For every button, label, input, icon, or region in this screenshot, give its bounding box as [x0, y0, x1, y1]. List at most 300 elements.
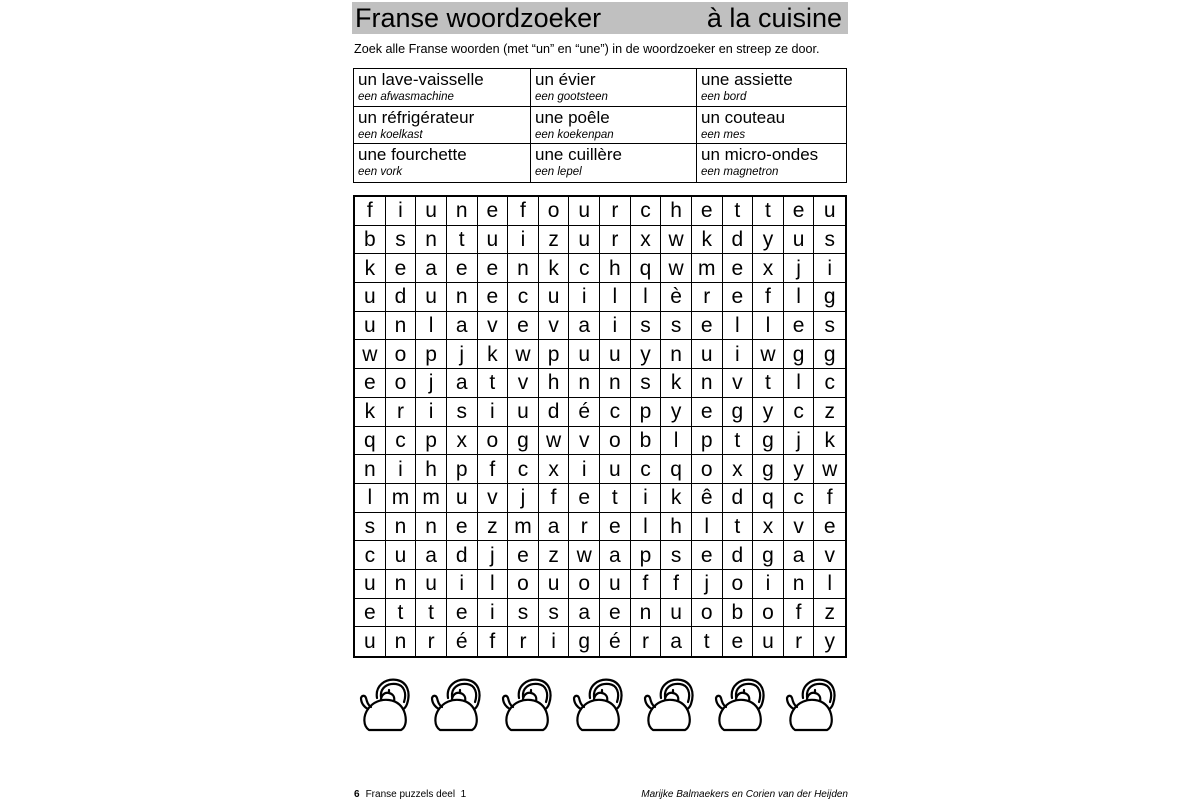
grid-cell[interactable]: i	[631, 484, 662, 513]
grid-cell[interactable]: g	[753, 541, 784, 570]
grid-cell[interactable]: v	[723, 369, 754, 398]
grid-cell[interactable]: s	[447, 398, 478, 427]
french-word: un réfrigérateur	[358, 107, 475, 127]
grid-cell[interactable]: u	[355, 627, 386, 656]
grid-cell[interactable]: n	[692, 369, 723, 398]
grid-cell[interactable]: t	[753, 197, 784, 226]
vocab-cell	[697, 144, 846, 182]
grid-cell[interactable]: h	[539, 369, 570, 398]
kettle-icon	[714, 676, 770, 734]
grid-cell[interactable]: i	[723, 340, 754, 369]
grid-cell[interactable]: l	[753, 312, 784, 341]
grid-cell[interactable]: n	[386, 627, 417, 656]
grid-cell[interactable]: f	[814, 484, 845, 513]
grid-cell[interactable]: a	[661, 627, 692, 656]
grid-cell[interactable]: t	[723, 427, 754, 456]
grid-cell[interactable]: u	[692, 340, 723, 369]
grid-cell[interactable]: q	[355, 427, 386, 456]
grid-cell[interactable]: g	[753, 455, 784, 484]
vocab-cell	[354, 144, 531, 182]
vocab-cell	[531, 144, 697, 182]
grid-cell[interactable]: p	[631, 398, 662, 427]
grid-cell[interactable]: t	[692, 627, 723, 656]
grid-cell[interactable]: u	[784, 226, 815, 255]
grid-cell[interactable]: g	[508, 427, 539, 456]
grid-cell[interactable]: u	[753, 627, 784, 656]
grid-cell[interactable]: e	[784, 312, 815, 341]
kettle-decoration-row	[353, 676, 847, 736]
grid-cell[interactable]: w	[753, 340, 784, 369]
vocabulary-table	[353, 68, 847, 183]
grid-cell[interactable]: u	[386, 541, 417, 570]
grid-cell[interactable]: x	[631, 226, 662, 255]
french-word: un évier	[535, 70, 596, 89]
kettle-icon	[359, 676, 415, 734]
grid-cell[interactable]: u	[569, 340, 600, 369]
french-word: un lave-vaisselle	[358, 70, 484, 89]
french-word: un micro-ondes	[701, 145, 819, 165]
vocab-cell	[531, 69, 697, 107]
grid-cell[interactable]: i	[814, 254, 845, 283]
grid-cell[interactable]: u	[539, 283, 570, 312]
grid-cell[interactable]: e	[723, 627, 754, 656]
grid-cell[interactable]: j	[447, 340, 478, 369]
grid-cell[interactable]: l	[631, 513, 662, 542]
grid-cell[interactable]: k	[814, 427, 845, 456]
grid-cell[interactable]: e	[386, 254, 417, 283]
grid-cell[interactable]: i	[569, 283, 600, 312]
grid-cell[interactable]: l	[723, 312, 754, 341]
grid-cell[interactable]: k	[661, 369, 692, 398]
grid-cell[interactable]: e	[692, 541, 723, 570]
grid-cell[interactable]: a	[539, 513, 570, 542]
grid-cell[interactable]: o	[569, 570, 600, 599]
grid-cell[interactable]: i	[447, 570, 478, 599]
grid-cell[interactable]: x	[753, 254, 784, 283]
grid-cell[interactable]: h	[661, 197, 692, 226]
grid-cell[interactable]: y	[631, 340, 662, 369]
grid-cell[interactable]: s	[386, 226, 417, 255]
grid-cell[interactable]: x	[753, 513, 784, 542]
grid-cell[interactable]: n	[784, 570, 815, 599]
grid-cell[interactable]: é	[447, 627, 478, 656]
grid-cell[interactable]: m	[386, 484, 417, 513]
grid-cell[interactable]: v	[784, 513, 815, 542]
grid-cell[interactable]: n	[416, 513, 447, 542]
grid-cell[interactable]: d	[447, 541, 478, 570]
grid-cell[interactable]: g	[814, 283, 845, 312]
grid-cell[interactable]: s	[661, 312, 692, 341]
grid-cell[interactable]: l	[355, 484, 386, 513]
grid-cell[interactable]: e	[692, 312, 723, 341]
grid-cell[interactable]: u	[814, 197, 845, 226]
grid-cell[interactable]: x	[447, 427, 478, 456]
grid-cell[interactable]: n	[508, 254, 539, 283]
grid-cell[interactable]: b	[723, 599, 754, 628]
title-left: Franse woordzoeker	[355, 3, 602, 33]
grid-cell[interactable]: i	[478, 599, 509, 628]
grid-cell[interactable]: c	[386, 427, 417, 456]
grid-cell[interactable]: o	[539, 197, 570, 226]
vocab-cell	[531, 107, 697, 145]
grid-cell[interactable]: w	[814, 455, 845, 484]
french-word: un couteau	[701, 107, 786, 127]
grid-cell[interactable]: n	[569, 369, 600, 398]
vocab-cell	[697, 107, 846, 145]
grid-cell[interactable]: i	[386, 455, 417, 484]
grid-cell[interactable]: e	[692, 197, 723, 226]
grid-cell[interactable]: e	[447, 513, 478, 542]
vocab-cell	[354, 107, 531, 145]
grid-cell[interactable]: ê	[692, 484, 723, 513]
grid-cell[interactable]: c	[508, 455, 539, 484]
dutch-translation: een mes	[701, 128, 746, 141]
grid-cell[interactable]: n	[386, 570, 417, 599]
grid-cell[interactable]: s	[539, 599, 570, 628]
grid-cell[interactable]: j	[478, 541, 509, 570]
vocab-cell	[697, 69, 846, 107]
grid-cell[interactable]: t	[447, 226, 478, 255]
grid-cell[interactable]: l	[784, 283, 815, 312]
grid-cell[interactable]: m	[692, 254, 723, 283]
grid-cell[interactable]: z	[478, 513, 509, 542]
grid-cell[interactable]: n	[447, 283, 478, 312]
kettle-icon	[785, 676, 841, 734]
page-number: 6	[354, 789, 360, 800]
grid-cell[interactable]: f	[508, 197, 539, 226]
grid-cell[interactable]: d	[723, 541, 754, 570]
grid-cell[interactable]: t	[723, 513, 754, 542]
grid-cell[interactable]: w	[569, 541, 600, 570]
grid-cell[interactable]: s	[355, 513, 386, 542]
grid-cell[interactable]: n	[355, 455, 386, 484]
grid-cell[interactable]: e	[478, 283, 509, 312]
grid-cell[interactable]: l	[600, 283, 631, 312]
grid-cell[interactable]: u	[600, 340, 631, 369]
title-right: à la cuisine	[706, 3, 842, 33]
grid-cell[interactable]: o	[600, 427, 631, 456]
grid-cell[interactable]: t	[753, 369, 784, 398]
grid-cell[interactable]: k	[478, 340, 509, 369]
grid-cell[interactable]: u	[416, 283, 447, 312]
dutch-translation: een vork	[358, 166, 403, 179]
grid-cell[interactable]: o	[386, 340, 417, 369]
grid-cell[interactable]: i	[508, 226, 539, 255]
grid-cell[interactable]: f	[753, 283, 784, 312]
grid-cell[interactable]: z	[539, 226, 570, 255]
grid-cell[interactable]: l	[814, 570, 845, 599]
grid-cell[interactable]: z	[814, 599, 845, 628]
grid-cell[interactable]: j	[784, 254, 815, 283]
grid-cell[interactable]: w	[539, 427, 570, 456]
grid-cell[interactable]: h	[416, 455, 447, 484]
grid-cell[interactable]: g	[723, 398, 754, 427]
grid-cell[interactable]: i	[416, 398, 447, 427]
grid-cell[interactable]: r	[600, 197, 631, 226]
grid-cell[interactable]: r	[569, 513, 600, 542]
grid-cell[interactable]: c	[569, 254, 600, 283]
grid-cell[interactable]: j	[692, 570, 723, 599]
grid-cell[interactable]: v	[814, 541, 845, 570]
grid-cell[interactable]: u	[661, 599, 692, 628]
grid-cell[interactable]: g	[784, 340, 815, 369]
grid-cell[interactable]: e	[814, 513, 845, 542]
grid-cell[interactable]: l	[416, 312, 447, 341]
grid-cell[interactable]: o	[692, 455, 723, 484]
grid-cell[interactable]: f	[784, 599, 815, 628]
grid-cell[interactable]: l	[661, 427, 692, 456]
grid-cell[interactable]: e	[355, 369, 386, 398]
grid-cell[interactable]: h	[600, 254, 631, 283]
grid-cell[interactable]: u	[416, 570, 447, 599]
book-title: Franse puzzels deel 1	[365, 789, 467, 800]
grid-cell[interactable]: s	[631, 369, 662, 398]
grid-cell[interactable]: z	[814, 398, 845, 427]
grid-cell[interactable]: s	[631, 312, 662, 341]
grid-cell[interactable]: c	[355, 541, 386, 570]
grid-cell[interactable]: k	[692, 226, 723, 255]
grid-cell[interactable]: p	[416, 340, 447, 369]
grid-cell[interactable]: p	[692, 427, 723, 456]
grid-cell[interactable]: r	[416, 627, 447, 656]
grid-cell[interactable]: e	[447, 599, 478, 628]
grid-cell[interactable]: f	[478, 455, 509, 484]
footer-authors: Marijke Balmaekers en Corien van der Heijden	[641, 789, 848, 800]
kettle-icon	[430, 676, 486, 734]
grid-cell[interactable]: a	[447, 312, 478, 341]
kettle-icon	[501, 676, 557, 734]
grid-cell[interactable]: e	[723, 254, 754, 283]
grid-cell[interactable]: s	[814, 312, 845, 341]
grid-cell[interactable]: c	[600, 398, 631, 427]
grid-cell[interactable]: c	[631, 197, 662, 226]
grid-cell[interactable]: i	[386, 197, 417, 226]
grid-cell[interactable]: w	[508, 340, 539, 369]
grid-cell[interactable]: r	[692, 283, 723, 312]
grid-cell[interactable]: u	[569, 197, 600, 226]
grid-cell[interactable]: e	[692, 398, 723, 427]
grid-cell[interactable]: p	[631, 541, 662, 570]
grid-cell[interactable]: n	[416, 226, 447, 255]
grid-cell[interactable]: l	[631, 283, 662, 312]
grid-cell[interactable]: l	[478, 570, 509, 599]
grid-cell[interactable]: g	[569, 627, 600, 656]
grid-cell[interactable]: q	[753, 484, 784, 513]
vocab-cell	[354, 69, 531, 107]
grid-cell[interactable]: o	[478, 427, 509, 456]
grid-cell[interactable]: u	[355, 570, 386, 599]
grid-cell[interactable]: é	[569, 398, 600, 427]
grid-cell[interactable]: é	[600, 627, 631, 656]
grid-cell[interactable]: u	[600, 570, 631, 599]
grid-cell[interactable]: o	[508, 570, 539, 599]
grid-cell[interactable]: s	[814, 226, 845, 255]
grid-cell[interactable]: a	[784, 541, 815, 570]
grid-cell[interactable]: v	[478, 312, 509, 341]
grid-cell[interactable]: è	[661, 283, 692, 312]
grid-cell[interactable]: k	[355, 254, 386, 283]
grid-cell[interactable]: c	[784, 484, 815, 513]
grid-cell[interactable]: c	[631, 455, 662, 484]
grid-cell[interactable]: n	[600, 369, 631, 398]
grid-cell[interactable]: j	[416, 369, 447, 398]
grid-cell[interactable]: i	[600, 312, 631, 341]
grid-cell[interactable]: e	[508, 312, 539, 341]
grid-cell[interactable]: d	[386, 283, 417, 312]
grid-cell[interactable]: t	[600, 484, 631, 513]
grid-cell[interactable]: r	[784, 627, 815, 656]
grid-cell[interactable]: t	[386, 599, 417, 628]
grid-cell[interactable]: u	[478, 226, 509, 255]
grid-cell[interactable]: r	[631, 627, 662, 656]
grid-cell[interactable]: i	[539, 627, 570, 656]
grid-cell[interactable]: l	[784, 369, 815, 398]
grid-cell[interactable]: h	[661, 513, 692, 542]
grid-cell[interactable]: f	[661, 570, 692, 599]
dutch-translation: een magnetron	[701, 166, 779, 179]
grid-cell[interactable]: o	[753, 599, 784, 628]
grid-cell[interactable]: y	[661, 398, 692, 427]
french-word: une assiette	[701, 70, 793, 89]
grid-cell[interactable]: k	[539, 254, 570, 283]
grid-cell[interactable]: l	[692, 513, 723, 542]
grid-cell[interactable]: g	[753, 427, 784, 456]
grid-cell[interactable]: v	[539, 312, 570, 341]
grid-cell[interactable]: e	[784, 197, 815, 226]
word-search-grid	[353, 195, 847, 658]
dutch-translation: een koelkast	[358, 128, 423, 141]
grid-cell[interactable]: j	[508, 484, 539, 513]
kettle-icon	[643, 676, 699, 734]
grid-cell[interactable]: y	[824, 630, 835, 654]
grid-cell[interactable]: n	[447, 197, 478, 226]
grid-cell[interactable]: t	[416, 599, 447, 628]
grid-cell[interactable]: u	[447, 484, 478, 513]
grid-cell[interactable]: o	[692, 599, 723, 628]
french-word: une poêle	[535, 107, 610, 127]
dutch-translation: een afwasmachine	[358, 91, 454, 103]
grid-cell[interactable]: d	[539, 398, 570, 427]
grid-cell[interactable]: e	[508, 541, 539, 570]
grid-cell[interactable]: w	[661, 254, 692, 283]
french-word: une fourchette	[358, 145, 467, 165]
dutch-translation: een gootsteen	[535, 91, 608, 103]
grid-cell[interactable]: m	[416, 484, 447, 513]
grid-cell[interactable]: x	[723, 455, 754, 484]
dutch-translation: een koekenpan	[535, 128, 614, 141]
grid-cell[interactable]: d	[723, 226, 754, 255]
grid-cell[interactable]: b	[355, 226, 386, 255]
grid-cell[interactable]: a	[447, 369, 478, 398]
grid-cell[interactable]: e	[569, 484, 600, 513]
grid-cell[interactable]: e	[478, 197, 509, 226]
grid-cell[interactable]: d	[723, 484, 754, 513]
grid-cell[interactable]: s	[661, 541, 692, 570]
grid-cell[interactable]: a	[569, 599, 600, 628]
grid-cell[interactable]: f	[478, 627, 509, 656]
grid-cell[interactable]: x	[539, 455, 570, 484]
grid-cell[interactable]: o	[386, 369, 417, 398]
grid-cell[interactable]: n	[386, 312, 417, 341]
grid-cell[interactable]: u	[508, 398, 539, 427]
grid-cell[interactable]: q	[661, 455, 692, 484]
grid-cell[interactable]: u	[416, 197, 447, 226]
grid-cell[interactable]: r	[508, 627, 539, 656]
dutch-translation: een lepel	[535, 166, 582, 179]
grid-cell[interactable]: u	[600, 455, 631, 484]
grid-cell[interactable]: m	[508, 513, 539, 542]
grid-cell[interactable]: s	[508, 599, 539, 628]
dutch-translation: een bord	[701, 91, 747, 103]
grid-cell[interactable]: y	[753, 226, 784, 255]
grid-cell[interactable]: g	[814, 340, 845, 369]
grid-cell[interactable]: t	[478, 369, 509, 398]
grid-cell[interactable]: n	[661, 340, 692, 369]
grid-cell[interactable]: y	[753, 398, 784, 427]
grid-cell[interactable]: p	[416, 427, 447, 456]
grid-cell[interactable]: r	[600, 226, 631, 255]
grid-cell[interactable]: i	[569, 455, 600, 484]
grid-cell[interactable]: k	[661, 484, 692, 513]
grid-cell[interactable]: f	[539, 484, 570, 513]
grid-cell[interactable]: i	[753, 570, 784, 599]
grid-cell[interactable]: u	[569, 226, 600, 255]
grid-cell[interactable]: w	[355, 340, 386, 369]
grid-cell[interactable]: j	[784, 427, 815, 456]
grid-cell[interactable]: w	[661, 226, 692, 255]
grid-cell[interactable]: a	[416, 541, 447, 570]
grid-cell[interactable]: u	[355, 283, 386, 312]
grid-cell[interactable]: e	[600, 513, 631, 542]
grid-cell[interactable]: a	[416, 254, 447, 283]
grid-cell[interactable]: a	[600, 541, 631, 570]
footer-left	[354, 789, 466, 800]
grid-cell[interactable]: u	[539, 570, 570, 599]
grid-cell[interactable]: b	[631, 427, 662, 456]
title-bar	[352, 2, 848, 34]
grid-cell[interactable]: r	[386, 398, 417, 427]
grid-cell[interactable]: v	[508, 369, 539, 398]
grid-cell[interactable]: e	[478, 254, 509, 283]
grid-cell[interactable]: n	[631, 599, 662, 628]
grid-cell[interactable]: c	[784, 398, 815, 427]
grid-cell[interactable]: e	[447, 254, 478, 283]
grid-cell[interactable]: k	[355, 398, 386, 427]
grid-cell[interactable]: c	[814, 369, 845, 398]
french-word: une cuillère	[535, 145, 622, 165]
grid-cell[interactable]: e	[355, 599, 386, 628]
grid-cell[interactable]: i	[478, 398, 509, 427]
grid-cell[interactable]: f	[631, 570, 662, 599]
grid-cell[interactable]: u	[355, 312, 386, 341]
grid-cell[interactable]: n	[386, 513, 417, 542]
grid-cell[interactable]: e	[723, 283, 754, 312]
kettle-icon	[572, 676, 628, 734]
grid-cell[interactable]: t	[723, 197, 754, 226]
grid-cell[interactable]: q	[631, 254, 662, 283]
grid-cell[interactable]: z	[539, 541, 570, 570]
grid-cell[interactable]: p	[539, 340, 570, 369]
grid-cell[interactable]: c	[508, 283, 539, 312]
grid-cell[interactable]: a	[569, 312, 600, 341]
grid-cell[interactable]: f	[355, 197, 386, 226]
grid-cell[interactable]: p	[447, 455, 478, 484]
grid-cell[interactable]: v	[478, 484, 509, 513]
grid-cell[interactable]: e	[600, 599, 631, 628]
grid-cell[interactable]: v	[569, 427, 600, 456]
grid-cell[interactable]: y	[784, 455, 815, 484]
grid-cell[interactable]: o	[723, 570, 754, 599]
